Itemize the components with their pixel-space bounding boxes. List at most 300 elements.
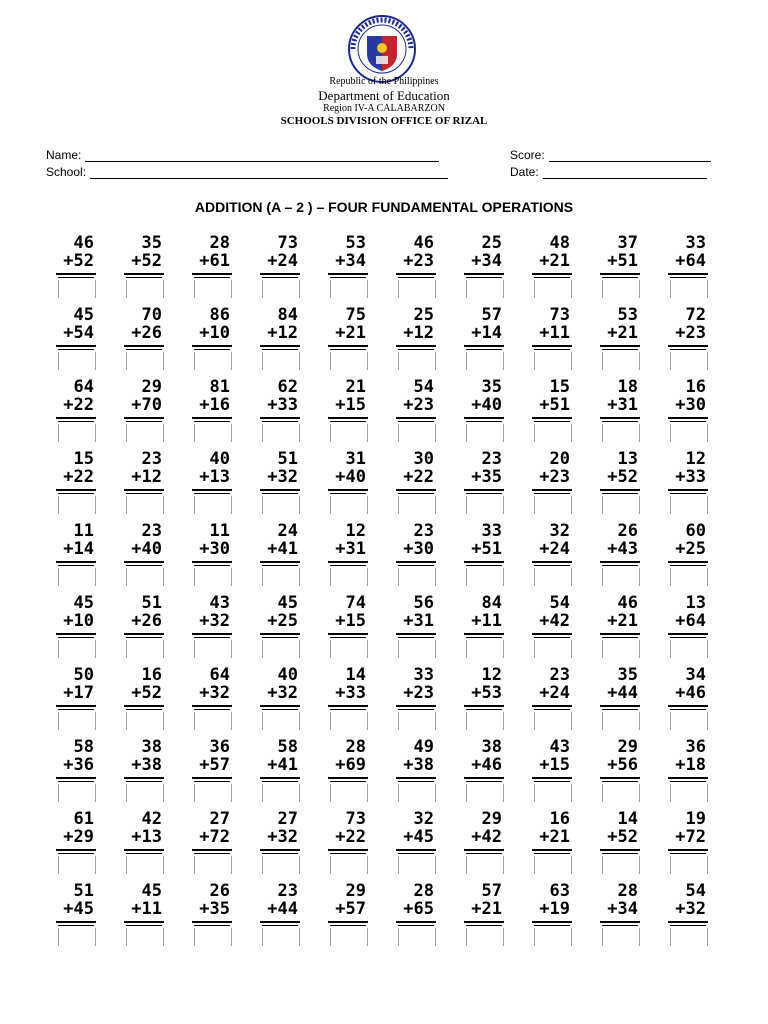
- addition-problem: [588, 232, 656, 304]
- addend-top: 49: [413, 737, 434, 757]
- addend-bottom: +17: [63, 683, 94, 703]
- sum-line: [192, 561, 232, 563]
- sum-line-double: [58, 853, 94, 854]
- answer-box[interactable]: [58, 640, 96, 658]
- addend-top: 54: [549, 593, 570, 613]
- sum-line: [532, 417, 572, 419]
- answer-box[interactable]: [534, 928, 572, 946]
- answer-box[interactable]: [398, 784, 436, 802]
- answer-box[interactable]: [194, 424, 232, 442]
- addend-top: 46: [413, 233, 434, 253]
- answer-box[interactable]: [330, 568, 368, 586]
- answer-box[interactable]: [262, 568, 300, 586]
- sum-line-double: [194, 853, 230, 854]
- addend-top: 15: [549, 377, 570, 397]
- addition-problem: [656, 592, 724, 664]
- answer-box[interactable]: [670, 424, 708, 442]
- score-label: Score:: [510, 148, 545, 162]
- addend-bottom: +40: [131, 539, 162, 559]
- sum-line: [328, 273, 368, 275]
- sum-line-double: [58, 493, 94, 494]
- sum-line: [600, 633, 640, 635]
- school-blank-line[interactable]: [90, 166, 448, 179]
- addend-top: 12: [345, 521, 366, 541]
- addition-problem: [248, 448, 316, 520]
- addend-bottom: +11: [539, 323, 570, 343]
- addend-top: 11: [209, 521, 230, 541]
- answer-box[interactable]: [126, 640, 164, 658]
- sum-line: [396, 489, 436, 491]
- addition-problem: [452, 664, 520, 736]
- answer-box[interactable]: [262, 856, 300, 874]
- addend-bottom: +36: [63, 755, 94, 775]
- addend-bottom: +40: [335, 467, 366, 487]
- sum-line: [328, 561, 368, 563]
- sum-line-double: [194, 493, 230, 494]
- sum-line: [56, 705, 96, 707]
- answer-box[interactable]: [330, 424, 368, 442]
- answer-box[interactable]: [262, 784, 300, 802]
- answer-box[interactable]: [194, 568, 232, 586]
- sum-line-double: [670, 565, 706, 566]
- addition-problem: [588, 736, 656, 808]
- addend-bottom: +18: [675, 755, 706, 775]
- sum-line-double: [194, 421, 230, 422]
- sum-line-double: [398, 421, 434, 422]
- answer-box[interactable]: [262, 712, 300, 730]
- answer-box[interactable]: [194, 496, 232, 514]
- addition-problem: [44, 448, 112, 520]
- addend-top: 37: [617, 233, 638, 253]
- answer-box[interactable]: [670, 352, 708, 370]
- answer-box[interactable]: [58, 280, 96, 298]
- sum-line: [668, 417, 708, 419]
- republic-heading: Republic of the Philippines: [329, 76, 439, 87]
- answer-box[interactable]: [330, 640, 368, 658]
- addend-top: 73: [549, 305, 570, 325]
- answer-box[interactable]: [194, 352, 232, 370]
- sum-line: [56, 417, 96, 419]
- sum-line: [56, 849, 96, 851]
- problems-grid: [44, 232, 724, 952]
- sum-line: [464, 345, 504, 347]
- addition-problem: [520, 232, 588, 304]
- answer-box[interactable]: [126, 496, 164, 514]
- answer-box[interactable]: [58, 352, 96, 370]
- sum-line-double: [602, 637, 638, 638]
- sum-line: [124, 705, 164, 707]
- answer-box[interactable]: [466, 712, 504, 730]
- answer-box[interactable]: [534, 856, 572, 874]
- sum-line-double: [466, 853, 502, 854]
- answer-box[interactable]: [126, 712, 164, 730]
- answer-box[interactable]: [398, 712, 436, 730]
- answer-box[interactable]: [534, 640, 572, 658]
- sum-line: [396, 705, 436, 707]
- addend-bottom: +57: [335, 899, 366, 919]
- addition-problem: [248, 808, 316, 880]
- sum-line: [600, 777, 640, 779]
- sum-line: [396, 633, 436, 635]
- addend-top: 54: [413, 377, 434, 397]
- sum-line-double: [194, 565, 230, 566]
- sum-line-double: [262, 853, 298, 854]
- answer-box[interactable]: [262, 424, 300, 442]
- addition-problem: [248, 304, 316, 376]
- sum-line: [260, 849, 300, 851]
- sum-line: [532, 273, 572, 275]
- addition-problem: [520, 664, 588, 736]
- answer-box[interactable]: [398, 352, 436, 370]
- name-label: Name:: [46, 148, 82, 162]
- answer-box[interactable]: [466, 928, 504, 946]
- sum-line-double: [670, 925, 706, 926]
- answer-box[interactable]: [670, 640, 708, 658]
- addend-bottom: +72: [675, 827, 706, 847]
- answer-box[interactable]: [262, 352, 300, 370]
- addend-top: 20: [549, 449, 570, 469]
- addend-bottom: +32: [199, 611, 230, 631]
- sum-line: [668, 561, 708, 563]
- sum-line-double: [534, 565, 570, 566]
- sum-line-double: [398, 709, 434, 710]
- addition-problem: [180, 448, 248, 520]
- answer-box[interactable]: [534, 352, 572, 370]
- answer-box[interactable]: [126, 280, 164, 298]
- answer-box[interactable]: [398, 424, 436, 442]
- addition-problem: [588, 520, 656, 592]
- sum-line: [328, 489, 368, 491]
- addition-problem: [248, 232, 316, 304]
- addend-bottom: +22: [63, 467, 94, 487]
- answer-box[interactable]: [262, 280, 300, 298]
- answer-box[interactable]: [398, 280, 436, 298]
- answer-box[interactable]: [398, 496, 436, 514]
- addend-top: 33: [685, 233, 706, 253]
- addition-problem: [44, 736, 112, 808]
- answer-box[interactable]: [670, 568, 708, 586]
- sum-line-double: [670, 349, 706, 350]
- answer-box[interactable]: [58, 496, 96, 514]
- answer-box[interactable]: [602, 280, 640, 298]
- addend-bottom: +22: [403, 467, 434, 487]
- addition-problem: [452, 448, 520, 520]
- sum-line-double: [126, 349, 162, 350]
- sum-line-double: [58, 925, 94, 926]
- addend-top: 14: [617, 809, 638, 829]
- answer-box[interactable]: [58, 856, 96, 874]
- sum-line-double: [466, 565, 502, 566]
- sum-line: [668, 489, 708, 491]
- addend-bottom: +64: [675, 251, 706, 271]
- addend-top: 84: [481, 593, 502, 613]
- addition-problem: [316, 232, 384, 304]
- answer-box[interactable]: [330, 280, 368, 298]
- sum-line-double: [670, 277, 706, 278]
- answer-box[interactable]: [534, 568, 572, 586]
- answer-box[interactable]: [194, 856, 232, 874]
- addend-bottom: +45: [403, 827, 434, 847]
- addend-bottom: +42: [471, 827, 502, 847]
- sum-line: [56, 345, 96, 347]
- sum-line-double: [262, 565, 298, 566]
- addition-problem: [248, 664, 316, 736]
- addition-problem: [44, 520, 112, 592]
- addend-top: 31: [345, 449, 366, 469]
- sum-line-double: [602, 421, 638, 422]
- addition-problem: [316, 448, 384, 520]
- addend-top: 35: [141, 233, 162, 253]
- addend-top: 24: [277, 521, 298, 541]
- addend-bottom: +14: [471, 323, 502, 343]
- sum-line: [260, 921, 300, 923]
- sum-line: [124, 777, 164, 779]
- answer-box[interactable]: [466, 784, 504, 802]
- answer-box[interactable]: [330, 496, 368, 514]
- sum-line-double: [330, 925, 366, 926]
- addend-bottom: +34: [471, 251, 502, 271]
- answer-box[interactable]: [602, 352, 640, 370]
- addend-bottom: +32: [267, 467, 298, 487]
- date-blank-line[interactable]: [543, 166, 707, 179]
- answer-box[interactable]: [126, 352, 164, 370]
- addition-problem: [112, 592, 180, 664]
- addend-bottom: +43: [607, 539, 638, 559]
- answer-box[interactable]: [194, 712, 232, 730]
- addition-problem: [520, 736, 588, 808]
- addend-bottom: +23: [403, 683, 434, 703]
- answer-box[interactable]: [602, 496, 640, 514]
- answer-box[interactable]: [330, 928, 368, 946]
- sum-line-double: [58, 565, 94, 566]
- sum-line: [192, 849, 232, 851]
- answer-box[interactable]: [602, 784, 640, 802]
- addend-bottom: +32: [675, 899, 706, 919]
- addend-bottom: +41: [267, 539, 298, 559]
- answer-box[interactable]: [58, 568, 96, 586]
- answer-box[interactable]: [194, 280, 232, 298]
- answer-box[interactable]: [330, 352, 368, 370]
- sum-line: [124, 633, 164, 635]
- answer-box[interactable]: [670, 856, 708, 874]
- answer-box[interactable]: [466, 352, 504, 370]
- answer-box[interactable]: [466, 424, 504, 442]
- addend-bottom: +44: [267, 899, 298, 919]
- addend-top: 23: [141, 449, 162, 469]
- addition-problem: [452, 880, 520, 952]
- answer-box[interactable]: [670, 928, 708, 946]
- addition-problem: [112, 736, 180, 808]
- sum-line-double: [670, 421, 706, 422]
- addend-bottom: +16: [199, 395, 230, 415]
- answer-box[interactable]: [602, 640, 640, 658]
- sum-line-double: [330, 637, 366, 638]
- answer-box[interactable]: [534, 424, 572, 442]
- answer-box[interactable]: [330, 784, 368, 802]
- answer-box[interactable]: [262, 640, 300, 658]
- addend-bottom: +41: [267, 755, 298, 775]
- addition-problem: [44, 376, 112, 448]
- addend-top: 27: [209, 809, 230, 829]
- answer-box[interactable]: [330, 712, 368, 730]
- addition-problem: [44, 592, 112, 664]
- answer-box[interactable]: [398, 568, 436, 586]
- addend-top: 23: [481, 449, 502, 469]
- addend-top: 30: [413, 449, 434, 469]
- addition-problem: [180, 232, 248, 304]
- addition-problem: [384, 448, 452, 520]
- answer-box[interactable]: [58, 784, 96, 802]
- answer-box[interactable]: [194, 784, 232, 802]
- sum-line-double: [126, 421, 162, 422]
- addend-top: 26: [617, 521, 638, 541]
- sum-line-double: [126, 853, 162, 854]
- addend-bottom: +10: [199, 323, 230, 343]
- addend-bottom: +51: [471, 539, 502, 559]
- answer-box[interactable]: [534, 496, 572, 514]
- sum-line-double: [534, 637, 570, 638]
- answer-box[interactable]: [602, 424, 640, 442]
- addition-problem: [384, 232, 452, 304]
- addition-problem: [656, 304, 724, 376]
- answer-box[interactable]: [602, 856, 640, 874]
- addend-top: 21: [345, 377, 366, 397]
- addition-problem: [112, 808, 180, 880]
- answer-box[interactable]: [670, 712, 708, 730]
- answer-box[interactable]: [126, 568, 164, 586]
- sum-line-double: [58, 349, 94, 350]
- answer-box[interactable]: [466, 280, 504, 298]
- addition-problem: [248, 880, 316, 952]
- sum-line: [260, 633, 300, 635]
- answer-box[interactable]: [466, 496, 504, 514]
- addend-top: 32: [413, 809, 434, 829]
- addend-bottom: +46: [675, 683, 706, 703]
- addition-problem: [316, 304, 384, 376]
- answer-box[interactable]: [466, 568, 504, 586]
- answer-box[interactable]: [398, 856, 436, 874]
- answer-box[interactable]: [126, 856, 164, 874]
- answer-box[interactable]: [670, 280, 708, 298]
- addend-top: 36: [685, 737, 706, 757]
- addend-bottom: +11: [131, 899, 162, 919]
- answer-box[interactable]: [534, 784, 572, 802]
- answer-box[interactable]: [194, 640, 232, 658]
- addend-bottom: +56: [607, 755, 638, 775]
- addend-bottom: +52: [131, 683, 162, 703]
- addition-problem: [588, 664, 656, 736]
- sum-line-double: [194, 781, 230, 782]
- answer-box[interactable]: [262, 928, 300, 946]
- addend-top: 72: [685, 305, 706, 325]
- sum-line-double: [466, 925, 502, 926]
- sum-line: [328, 345, 368, 347]
- addition-problem: [316, 880, 384, 952]
- sum-line: [600, 561, 640, 563]
- sum-line-double: [534, 277, 570, 278]
- answer-box[interactable]: [670, 496, 708, 514]
- addend-bottom: +54: [63, 323, 94, 343]
- answer-box[interactable]: [126, 928, 164, 946]
- department-heading: Department of Education: [318, 88, 450, 103]
- addend-bottom: +33: [675, 467, 706, 487]
- sum-line: [532, 489, 572, 491]
- answer-box[interactable]: [602, 712, 640, 730]
- addend-top: 11: [73, 521, 94, 541]
- sum-line: [260, 273, 300, 275]
- sum-line: [668, 633, 708, 635]
- name-blank-line[interactable]: [85, 149, 439, 162]
- answer-box[interactable]: [58, 424, 96, 442]
- addend-bottom: +25: [267, 611, 298, 631]
- addend-top: 28: [617, 881, 638, 901]
- addend-bottom: +21: [607, 611, 638, 631]
- addend-top: 60: [685, 521, 706, 541]
- answer-box[interactable]: [398, 640, 436, 658]
- answer-box[interactable]: [58, 928, 96, 946]
- answer-box[interactable]: [534, 280, 572, 298]
- score-field: [510, 146, 711, 162]
- addend-bottom: +29: [63, 827, 94, 847]
- answer-box[interactable]: [602, 928, 640, 946]
- sum-line-double: [126, 637, 162, 638]
- answer-box[interactable]: [602, 568, 640, 586]
- sum-line: [328, 633, 368, 635]
- answer-box[interactable]: [262, 496, 300, 514]
- addition-problem: [44, 232, 112, 304]
- sum-line-double: [194, 709, 230, 710]
- addend-top: 29: [481, 809, 502, 829]
- addition-problem: [452, 592, 520, 664]
- answer-box[interactable]: [126, 424, 164, 442]
- answer-box[interactable]: [670, 784, 708, 802]
- score-blank-line[interactable]: [549, 149, 711, 162]
- sum-line-double: [602, 277, 638, 278]
- sum-line: [464, 705, 504, 707]
- answer-box[interactable]: [466, 856, 504, 874]
- sum-line: [464, 273, 504, 275]
- addend-top: 40: [209, 449, 230, 469]
- sum-line-double: [330, 853, 366, 854]
- sum-line-double: [602, 709, 638, 710]
- sum-line-double: [126, 709, 162, 710]
- sum-line-double: [534, 853, 570, 854]
- sum-line-double: [534, 493, 570, 494]
- answer-box[interactable]: [330, 856, 368, 874]
- sum-line: [668, 777, 708, 779]
- sum-line-double: [262, 349, 298, 350]
- answer-box[interactable]: [466, 640, 504, 658]
- answer-box[interactable]: [58, 712, 96, 730]
- addend-top: 28: [345, 737, 366, 757]
- answer-box[interactable]: [126, 784, 164, 802]
- sum-line-double: [398, 853, 434, 854]
- answer-box[interactable]: [194, 928, 232, 946]
- sum-line: [464, 849, 504, 851]
- addend-bottom: +30: [199, 539, 230, 559]
- sum-line: [260, 705, 300, 707]
- addition-problem: [588, 592, 656, 664]
- addition-problem: [384, 808, 452, 880]
- sum-line-double: [398, 925, 434, 926]
- addend-top: 16: [685, 377, 706, 397]
- addend-top: 43: [549, 737, 570, 757]
- answer-box[interactable]: [398, 928, 436, 946]
- answer-box[interactable]: [534, 712, 572, 730]
- sum-line-double: [398, 349, 434, 350]
- sum-line-double: [670, 493, 706, 494]
- addition-problem: [588, 880, 656, 952]
